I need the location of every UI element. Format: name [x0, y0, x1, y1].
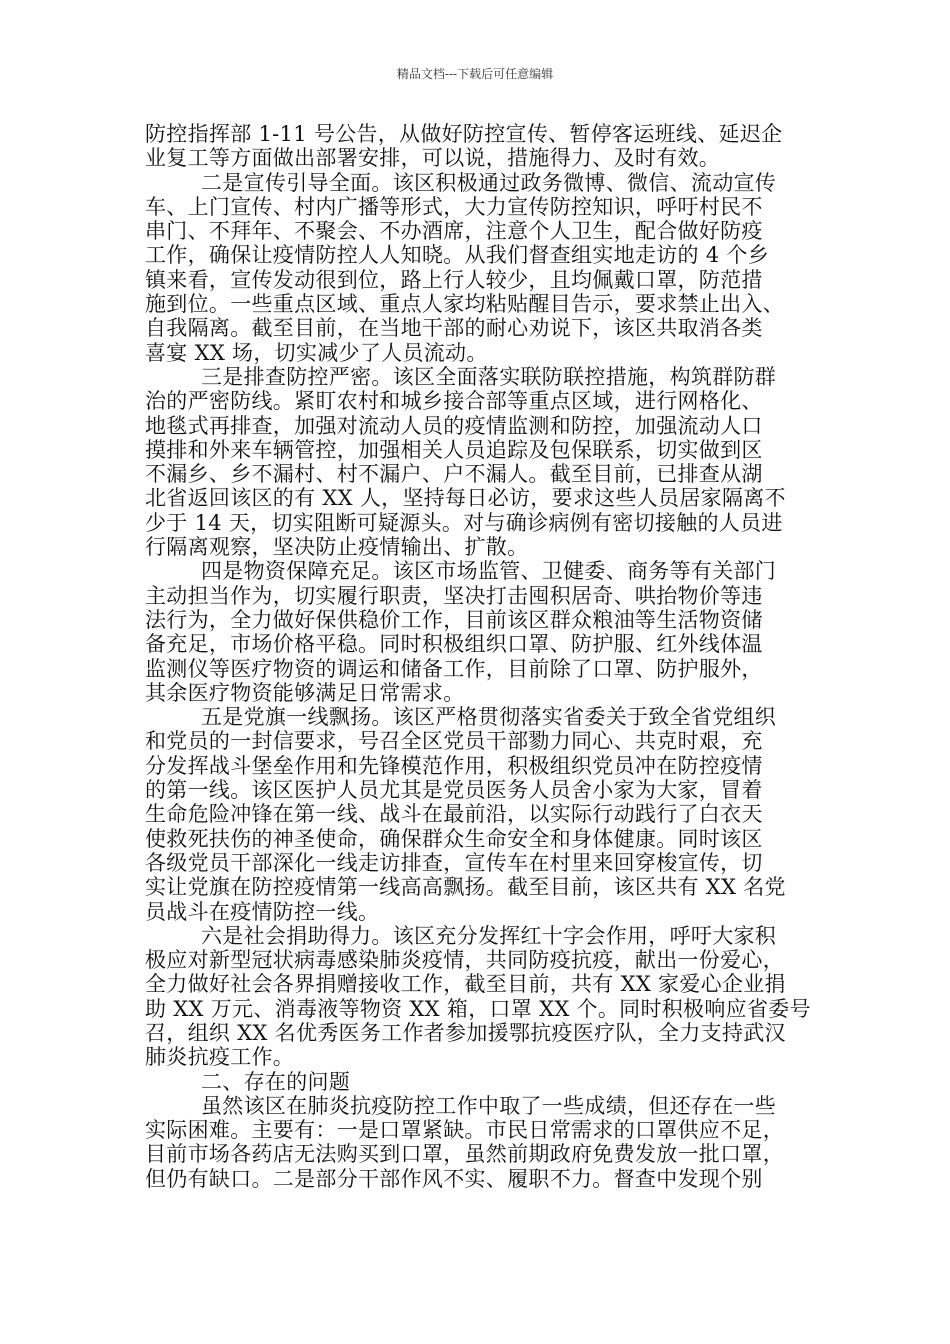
text-line: 三是排查防控严密。该区全面落实联防联控措施，构筑群防群	[201, 364, 777, 389]
text-line: 肺炎抗疫工作。	[145, 1045, 295, 1070]
text-line: 目前市场各药店无法购买到口罩，虽然前期政府免费发放一批口罩，	[145, 1142, 784, 1167]
text-line: 六是社会捐助得力。该区充分发挥红十字会作用，呼吁大家积	[201, 923, 777, 948]
text-line: 使救死扶伤的神圣使命，确保群众生命安全和身体健康。同时该区	[145, 826, 763, 851]
text-line: 北省返回该区的有 XX 人，坚持每日必访，要求这些人员居家隔离不	[145, 486, 786, 511]
text-line: 镇来看，宣传发动很到位，路上行人较少，且均佩戴口罩，防范措	[145, 267, 763, 292]
text-line: 备充足，市场价格平稳。同时积极组织口罩、防护服、红外线体温	[145, 632, 763, 657]
text-line: 全力做好社会各界捐赠接收工作，截至目前，共有 XX 家爱心企业捐	[145, 972, 786, 997]
text-line: 助 XX 万元、消毒液等物资 XX 箱，口罩 XX 个。同时积极响应省委号	[145, 996, 811, 1021]
text-line: 生命危险冲锋在第一线、战斗在最前沿，以实际行动践行了白衣天	[145, 802, 763, 827]
text-line: 各级党员干部深化一线走访排查，宣传车在村里来回穿梭宣传，切	[145, 850, 763, 875]
text-line: 二是宣传引导全面。该区积极通过政务微博、微信、流动宣传	[201, 170, 777, 195]
text-line: 车、上门宣传、村内广播等形式，大力宣传防控知识，呼吁村民不	[145, 194, 763, 219]
text-line: 治的严密防线。紧盯农村和城乡接合部等重点区域，进行网格化、	[145, 389, 763, 414]
text-line: 防控指挥部 1-11 号公告，从做好防控宣传、暂停客运班线、延迟企	[145, 122, 783, 146]
text-line: 法行为，全力做好保供稳价工作，目前该区群众粮油等生活物资储	[145, 607, 763, 632]
text-line: 施到位。一些重点区域、重点人家均粘贴醒目告示，要求禁止出入、	[145, 292, 784, 317]
text-line: 自我隔离。截至目前，在当地干部的耐心劝说下，该区共取消各类	[145, 316, 763, 341]
text-line: 工作，确保让疫情防控人人知晓。从我们督查组实地走访的 4 个乡	[145, 243, 770, 268]
page-header: 精品文档---下载后可任意编辑	[396, 67, 554, 81]
text-line: 喜宴 XX 场，切实减少了人员流动。	[145, 340, 488, 365]
text-line: 少于 14 天，切实阻断可疑源头。对与确诊病例有密切接触的人员进	[145, 510, 783, 535]
text-line: 实际困难。主要有：一是口罩紧缺。市民日常需求的口罩供应不足，	[145, 1118, 784, 1143]
text-line: 员战斗在疫情防控一线。	[145, 899, 380, 924]
text-line: 虽然该区在肺炎抗疫防控工作中取了一些成绩，但还存在一些	[201, 1093, 777, 1118]
text-line: 分发挥战斗堡垒作用和先锋模范作用，积极组织党员冲在防控疫情	[145, 753, 763, 778]
text-line: 其余医疗物资能够满足日常需求。	[145, 680, 465, 705]
text-line: 极应对新型冠状病毒感染肺炎疫情，共同防疫抗疫，献出一份爱心，	[145, 948, 784, 973]
text-line: 的第一线。该区医护人员尤其是党员医务人员舍小家为大家，冒着	[145, 778, 763, 803]
text-line: 实让党旗在防控疫情第一线高高飘扬。截至目前，该区共有 XX 名党	[145, 875, 786, 900]
text-line: 召，组织 XX 名优秀医务工作者参加援鄂抗疫医疗队，全力支持武汉	[145, 1020, 786, 1045]
text-line: 串门、不拜年、不聚会、不办酒席，注意个人卫生，配合做好防疫	[145, 219, 763, 244]
text-line: 但仍有缺口。二是部分干部作风不实、履职不力。督查中发现个别	[145, 1166, 763, 1191]
text-line: 不漏乡、乡不漏村、村不漏户、户不漏人。截至目前，已排查从湖	[145, 462, 763, 487]
text-line: 地毯式再排查，加强对流动人员的疫情监测和防控，加强流动人口	[145, 413, 763, 438]
document-body	[145, 122, 811, 1191]
text-line: 四是物资保障充足。该区市场监管、卫健委、商务等有关部门	[201, 559, 777, 584]
text-line: 五是党旗一线飘扬。该区严格贯彻落实省委关于致全省党组织	[201, 705, 777, 730]
text-line: 业复工等方面做出部署安排，可以说，措施得力、及时有效。	[145, 146, 721, 171]
text-line: 行隔离观察，坚决防止疫情输出、扩散。	[145, 535, 529, 560]
text-line: 二、存在的问题	[201, 1069, 351, 1094]
text-line: 主动担当作为，切实履行职责，坚决打击囤积居奇、哄抬物价等违	[145, 583, 763, 608]
text-line: 监测仪等医疗物资的调运和储备工作，目前除了口罩、防护服外，	[145, 656, 763, 681]
text-line: 摸排和外来车辆管控，加强相关人员追踪及包保联系，切实做到区	[145, 437, 763, 462]
text-line: 和党员的一封信要求，号召全区党员干部勠力同心、共克时艰，充	[145, 729, 763, 754]
